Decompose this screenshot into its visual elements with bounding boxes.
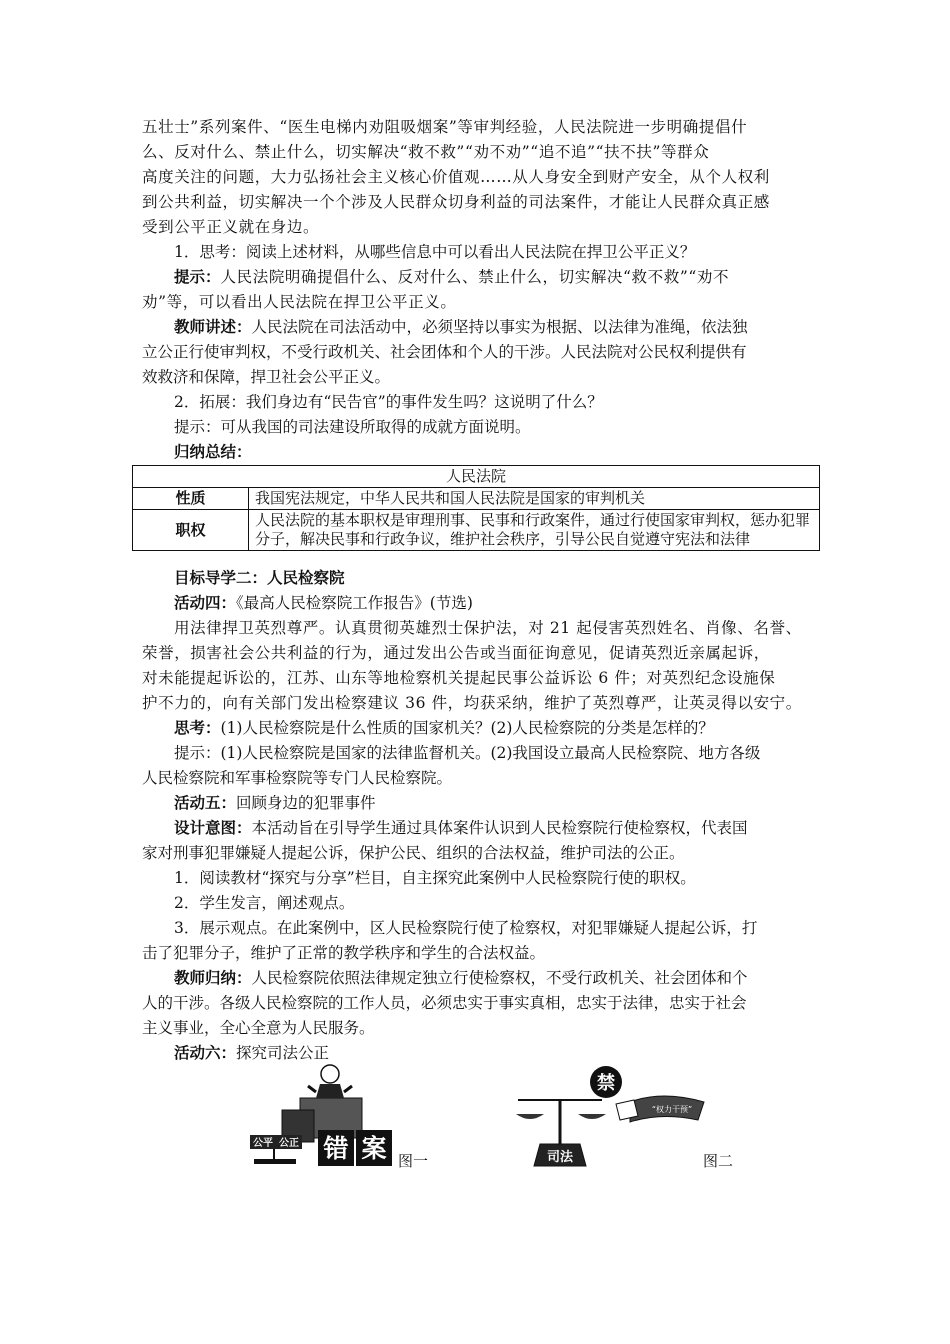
activity-4 — [174, 592, 818, 614]
teacher-note-1-cont: 立公正行使审判权，不受行政机关、社会团体和个人的干涉。人民法院对公民权利提供有 — [142, 343, 747, 361]
scale-base — [254, 1159, 296, 1164]
ban-sign-text: 禁 — [597, 1073, 615, 1094]
teacher-note-1-cont: 效救济和保障，捍卫社会公平正义。 — [142, 368, 391, 386]
design-label: 设计意图： — [174, 819, 252, 837]
scale-left-label: 公平 — [253, 1138, 273, 1149]
hint-4-cont: 人民检察院和军事检察院等专门人民检察院。 — [142, 769, 453, 787]
teacher-note-2-cont: 主义事业，全心全意为人民服务。 — [142, 1019, 375, 1037]
report-line: 用法律捍卫英烈尊严。认真贯彻英雄烈士保护法，对 21 起侵害英烈姓名、肖像、名誉、 — [174, 619, 802, 637]
activity-title: 探究司法公正 — [236, 1044, 330, 1062]
activity-label: 活动六： — [174, 1044, 237, 1062]
think-text: (1)人民检察院是什么性质的国家机关？(2)人民检察院的分类是怎样的？ — [220, 719, 714, 737]
teacher-note-2 — [174, 967, 818, 989]
design-intent-cont: 家对刑事犯罪嫌疑人提起公诉，保护公民、组织的合法权益，维护司法的公正。 — [142, 844, 685, 862]
step-2: 2．学生发言，阐述观点。 — [174, 894, 355, 912]
teacher-label: 教师讲述： — [174, 318, 252, 336]
activity-6 — [174, 1042, 818, 1064]
teacher-text: 人民法院在司法活动中，必须坚持以事实为根据、以法律为准绳，依法独 — [251, 318, 748, 336]
step-3: 3．展示观点。在此案例中，区人民检察院行使了检察权，对犯罪嫌疑人提起公诉，打 — [174, 919, 758, 937]
figure-2-caption: 图二 — [703, 1152, 734, 1170]
scale-pan — [578, 1114, 606, 1119]
stamp-char: 错 — [323, 1134, 349, 1163]
passage-line: 五壮士”系列案件、“医生电梯内劝阻吸烟案”等审判经验，人民法院进一步明确提倡什 — [142, 118, 748, 136]
scale-pan — [516, 1114, 544, 1119]
hint-4: 提示：(1)人民检察院是国家的法律监督机关。(2)我国设立最高人民检察院、地方各级 — [174, 744, 761, 762]
report-line: 对未能提起诉讼的，江苏、山东等地检察机关提起民事公益诉讼 6 件；对英烈纪念设施保 — [142, 669, 776, 687]
activity-title: 《最高人民检察院工作报告》(节选) — [236, 594, 473, 612]
goal-heading: 目标导学二：人民检察院 — [174, 569, 345, 587]
summary-row-key: 职权 — [133, 510, 249, 551]
teacher-text: 人民检察院依照法律规定独立行使检察权，不受行政机关、社会团体和个 — [251, 969, 748, 987]
figure-2-illustration — [512, 1062, 716, 1170]
question-2: 2．拓展：我们身边有“民告官”的事件发生吗？这说明了什么？ — [174, 393, 603, 411]
summary-label: 归纳总结： — [174, 443, 252, 461]
hand — [616, 1100, 638, 1120]
think-4 — [174, 717, 818, 739]
hand-label: “权力干预” — [651, 1105, 693, 1114]
judge-head — [321, 1065, 339, 1083]
report-line: 护不力的，向有关部门发出检察建议 36 件，均获采纳，维护了英烈尊严，让英灵得以安宁。 — [142, 694, 802, 712]
question-1: 1．思考：阅读上述材料，从哪些信息中可以看出人民法院在捍卫公平正义？ — [174, 243, 696, 261]
passage-line: 到公共利益，切实解决一个个涉及人民群众切身利益的司法案件，才能让人民群众真正感 — [142, 193, 770, 211]
hint-text: 人民法院明确提倡什么、反对什么、禁止什么，切实解决“救不救”“劝不 — [220, 268, 730, 286]
stamp-char: 案 — [361, 1134, 387, 1163]
summary-row-key: 性质 — [133, 488, 249, 510]
report-line: 荣誉，损害社会公共利益的行为，通过发出公告或当面征询意见，促请英烈近亲属起诉， — [142, 644, 770, 662]
hint-2: 提示：可从我国的司法建设所取得的成就方面说明。 — [174, 418, 531, 436]
passage-line: 高度关注的问题，大力弘扬社会主义核心价值观……从人身安全到财产安全，从个人权利 — [142, 168, 770, 186]
summary-row-value: 人民法院的基本职权是审理刑事、民事和行政案件，通过行使国家审判权，惩办犯罪分子，解决民事和行政争议，维护社会秩序，引导公民自觉遵守宪法和法律 — [249, 510, 820, 551]
figure-1-caption: 图一 — [398, 1152, 429, 1170]
hint-1 — [174, 266, 818, 288]
teacher-label: 教师归纳： — [174, 969, 252, 987]
passage-line: 么、反对什么、禁止什么，切实解决“救不救”“劝不劝”“追不追”“扶不扶”等群众 — [142, 143, 710, 161]
hint-label: 提示： — [174, 268, 221, 286]
activity-label: 活动五： — [174, 794, 237, 812]
step-3-cont: 击了犯罪分子，维护了正常的教学秩序和学生的合法权益。 — [142, 944, 546, 962]
think-label: 思考： — [174, 719, 221, 737]
pedestal-label: 司法 — [546, 1150, 574, 1165]
passage-line: 受到公平正义就在身边。 — [142, 218, 320, 236]
hint-1-cont: 劝”等，可以看出人民法院在捍卫公平正义。 — [142, 293, 457, 311]
teacher-note-1 — [174, 316, 818, 338]
figure-1-illustration — [246, 1062, 401, 1170]
step-1: 1．阅读教材“探究与分享”栏目，自主探究此案例中人民检察院行使的职权。 — [174, 869, 696, 887]
summary-table — [132, 465, 820, 551]
summary-title: 人民法院 — [133, 466, 820, 488]
design-text: 本活动旨在引导学生通过具体案件认识到人民检察院行使检察权，代表国 — [251, 819, 748, 837]
summary-row-value: 我国宪法规定，中华人民共和国人民法院是国家的审判机关 — [249, 488, 820, 510]
activity-5 — [174, 792, 818, 814]
activity-title: 回顾身边的犯罪事件 — [236, 794, 376, 812]
activity-label: 活动四： — [174, 594, 237, 612]
scale-right-label: 公正 — [279, 1138, 299, 1149]
teacher-note-2-cont: 人的干涉。各级人民检察院的工作人员，必须忠实于事实真相，忠实于法律，忠实于社会 — [142, 994, 747, 1012]
design-intent — [174, 817, 818, 839]
judge-body — [316, 1084, 344, 1098]
